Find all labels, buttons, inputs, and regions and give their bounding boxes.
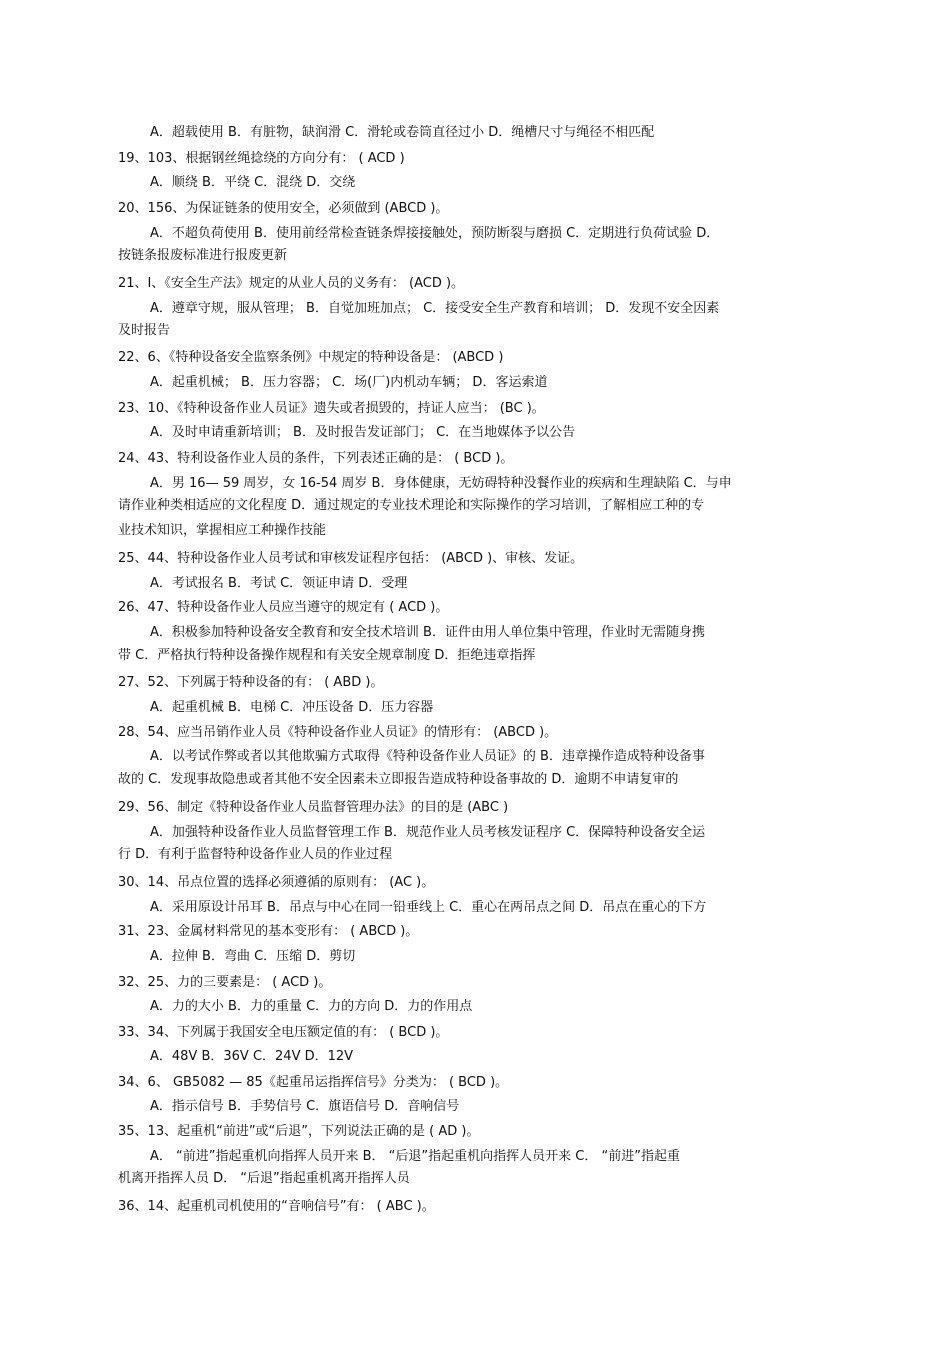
text-line: 28、54、应当吊销作业人员《特种设备作业人员证》的情形有： (ABCD )。 [118,725,558,740]
text-line: 29、56、制定《特种设备作业人员监督管理办法》的目的是 (ABC ) [118,800,509,815]
text-line: A．遵章守规，服从管理； B．自觉加班加点； C．接受安全生产教育和培训； D．发现不安全因素 [150,301,720,316]
text-line: 故的 C．发现事故隐患或者其他不安全因素未立即报告造成特种设备事故的 D．逾期不申请复审的 [118,772,679,787]
text-line: 27、52、下列属于特种设备的有： ( ABD )。 [118,675,384,690]
text-line: 行 D．有利于监督特种设备作业人员的作业过程 [118,847,393,862]
text-line: 30、14、吊点位置的选择必须遵循的原则有： (AC )。 [118,875,435,890]
text-line: 31、23、金属材料常见的基本变形有： ( ABCD )。 [118,924,419,939]
text-line: A．积极参加特种设备安全教育和安全技术培训 B．证件由用人单位集中管理，作业时无需随身携 [150,625,705,640]
text-line: 机离开指挥人员 D． “后退”指起重机离开指挥人员 [118,1171,410,1186]
text-line: 19、103、根据钢丝绳捻绕的方向分有： ( ACD ) [118,151,405,166]
text-line: A．起重机械 B．电梯 C．冲压设备 D．压力容器 [150,700,434,715]
text-line: 20、156、为保证链条的使用安全，必须做到 (ABCD )。 [118,201,449,216]
text-line: A．不超负荷使用 B．使用前经常检查链条焊接接触处，预防断裂与磨损 C．定期进行负荷试验 D． [150,226,720,241]
text-line: A．采用原设计吊耳 B．吊点与中心在同一铅垂线上 C．重心在两吊点之间 D．吊点在重心的下方 [150,900,707,915]
text-line: 23、10、《特种设备作业人员证》遗失或者损毁的，持证人应当： (BC )。 [118,401,545,416]
text-line: A． “前进”指起重机向指挥人员开来 B． “后退”指起重机向指挥人员开来 C． “前进”指起重 [150,1149,680,1164]
text-line: A．拉伸 B．弯曲 C．压缩 D．剪切 [150,949,356,964]
text-line: A．超载使用 B．有脏物，缺润滑 C．滑轮或卷筒直径过小 D．绳槽尺寸与绳径不相匹配 [150,125,655,140]
text-line: A．男 16— 59 周岁，女 16-54 周岁 B．身体健康，无妨碍特种没餐作业的疾病和生理缺陷 C．与申 [150,476,732,491]
text-line: A．加强特种设备作业人员监督管理工作 B．规范作业人员考核发证程序 C．保障特种设备安全运 [150,825,706,840]
text-line: 36、14、起重机司机使用的“音响信号”有： ( ABC )。 [118,1199,435,1214]
text-line: 及时报告 [118,323,171,338]
text-line: 请作业种类相适应的文化程度 D．通过规定的专业技术理论和实际操作的学习培训，了解相应工种的专 [118,498,705,513]
text-line: 26、47、特种设备作业人员应当遵守的规定有 ( ACD )。 [118,600,449,615]
text-line: A．顺绕 B．平绕 C．混绕 D．交绕 [150,175,356,190]
text-line: 34、6、 GB5082 — 85《起重吊运指挥信号》分类为： ( BCD )。 [118,1075,509,1090]
text-line: 21、I、《安全生产法》规定的从业人员的义务有： (ACD )。 [118,276,465,291]
text-line: A．起重机械； B．压力容器； C．场(厂)内机动车辆； D．客运索道 [150,375,548,390]
text-line: 业技术知识，掌握相应工种操作技能 [118,523,327,538]
text-line: 25、44、特种设备作业人员考试和审核发证程序包括： (ABCD )、审核、发证。 [118,551,584,566]
text-line: 带 C．严格执行特种设备操作规程和有关安全规章制度 D．拒绝违章指挥 [118,648,536,663]
text-line: 按链条报废标准进行报废更新 [118,248,288,263]
text-line: A．以考试作弊或者以其他欺骗方式取得《特种设备作业人员证》的 B．违章操作造成特种设备事 [150,749,705,764]
text-line: A．48V B．36V C．24V D．12V [150,1049,354,1064]
text-line: 22、6、《特种设备安全监察条例》中规定的特种设备是： (ABCD ) [118,350,504,365]
text-line: 33、34、下列属于我国安全电压额定值的有： ( BCD )。 [118,1025,449,1040]
text-line: A．及时申请重新培训； B．及时报告发证部门； C．在当地媒体予以公告 [150,425,576,440]
text-line: 24、43、特利设备作业人员的条件，下列表述正确的是： ( BCD )。 [118,451,514,466]
text-line: A．指示信号 B．手势信号 C．旗语信号 D．音响信号 [150,1099,460,1114]
text-line: A．力的大小 B．力的重量 C．力的方向 D．力的作用点 [150,999,473,1014]
text-line: 35、13、起重机“前进”或“后退”，下列说法正确的是 ( AD )。 [118,1124,480,1139]
text-line: A．考试报名 B．考试 C．领证申请 D．受理 [150,576,408,591]
text-line: 32、25、力的三要素是： ( ACD )。 [118,975,332,990]
